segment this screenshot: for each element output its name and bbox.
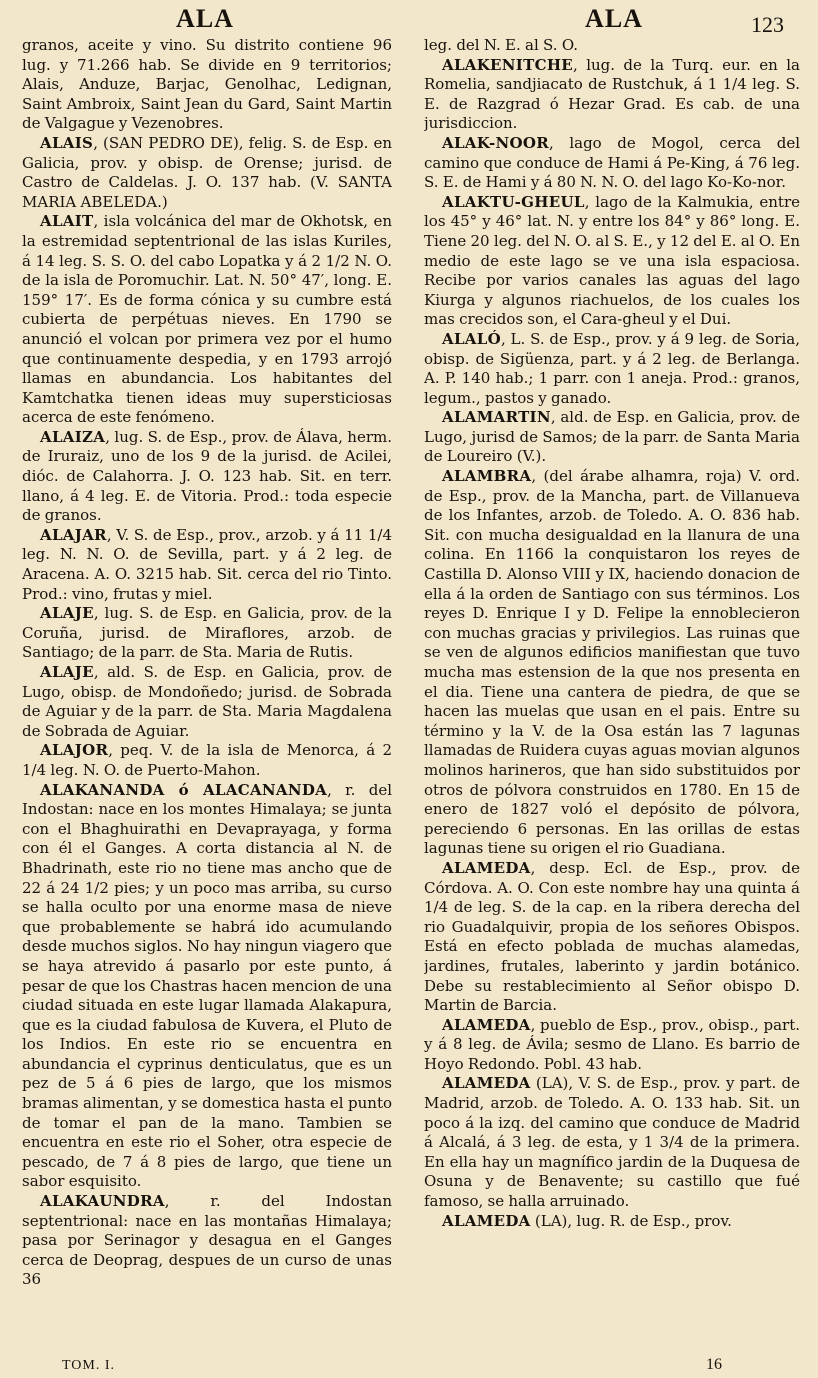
dictionary-entry — [424, 193, 800, 330]
entry-headword: ALAMEDA — [442, 858, 531, 877]
entry-text: , lug. S. de Esp. en Galicia, prov. de la Coruña, jurisd. de Miraflores, arzob. de Santiago; de la parr. de Sta. Maria de Rutis. — [22, 604, 392, 662]
entry-headword: ALAKAUNDRA — [40, 1192, 165, 1211]
entry-text: , lug. S. de Esp., prov. de Álava, herm. de Iruraiz, uno de los 9 de la jurisd. de Acilei, dióc. de Calahorra. J. O. 123 hab. Sit. en terr. llano, á 4 leg. E. de Vitoria. Prod.: toda especie de granos. — [22, 427, 392, 525]
dictionary-entry — [22, 663, 392, 741]
dictionary-entry — [424, 859, 800, 1016]
entry-text: , peq. V. de la isla de Menorca, á 2 1/4 leg. N. O. de Puerto-Mahon. — [22, 741, 392, 779]
entry-headword: ALAJAR — [40, 525, 107, 544]
entry-text: , ald. S. de Esp. en Galicia, prov. de Lugo, obisp. de Mondoñedo; jurisd. de Sobrada de Aguiar y de la parr. de Sta. Maria Magdalena de Sobrada de Aguiar. — [22, 663, 392, 740]
entry-text: (LA), lug. R. de Esp., prov. — [530, 1211, 732, 1230]
dictionary-entry — [22, 741, 392, 780]
gathering-signature: 16 — [706, 1356, 722, 1373]
entry-text: , lug. de la Turq. eur. en la Romelia, sandjiacato de Rustchuk, á 1 1/4 leg. S. E. de Razgrad ó Hezar Grad. Es cab. de una jurisdiccion. — [424, 55, 800, 133]
running-head-left: ALA — [176, 4, 234, 33]
entry-text: , isla volcánica del mar de Okhotsk, en la estremidad septentrional de las islas Kuriles, á 14 leg. S. S. O. del cabo Lopatka y á 2 1/2 N. O. de la isla de Poromuchir. Lat. N. 50° 47′, long. E. 159° 17′. Es de forma cónica y su cumbre está cubierta de perpétuas nieves. En 1790 se anunció el volcan por primera vez por el humo que continuamente despedia, y en 1793 arrojó llamas en abundancia. Los habitantes del Kamtchatka tienen ideas muy supersticiosas acerca de este fenómeno. — [22, 212, 392, 427]
entry-text: , ald. de Esp. en Galicia, prov. de Lugo, jurisd de Samos; de la parr. de Santa Maria de Loureiro (V.). — [424, 408, 800, 466]
entry-text: , r. del Indostan: nace en los montes Himalaya; se junta con el Bhaghuirathi en Devaprayaga, y forma con él el Ganges. A corta distancia al N. de Bhadrinath, este rio no tiene mas ancho que de 22 á 24 1/2 pies; y un poco mas arriba, su curso se halla oculto por una enorme masa de nieve que probablemente se habrá ido acumulando desde muchos siglos. No hay ningun viagero que se haya atrevido á pasarlo por este punto, á pesar de que los Chastras hacen mencion de una ciudad situada en este lugar llamada Alakapura, que es la ciudad fabulosa de Kuvera, el Pluto de los Indios. En este rio se encuentra en abundancia el cyprinus denticulatus, que es un pez de 5 á 6 pies de largo, que los mismos bramas alimentan, y se domestica hasta el punto de tomar el pan de la mano. Tambien se encuentra en este rio el Soher, otra especie de pescado, de 7 á 8 pies de largo, que tiene un sabor esquisito. — [22, 780, 392, 1191]
dictionary-entry — [424, 134, 800, 193]
dictionary-entry — [22, 212, 392, 428]
page-number: 123 — [751, 12, 784, 37]
entry-headword: ALAMEDA — [442, 1015, 531, 1034]
dictionary-entry — [22, 781, 392, 1192]
volume-signature: TOM. I. — [62, 1358, 116, 1373]
entry-headword: ALAJOR — [40, 741, 109, 760]
right-column — [424, 36, 800, 1356]
dictionary-entry — [424, 36, 800, 56]
entry-headword: ALAIS — [40, 133, 94, 152]
entry-headword: ALAMEDA — [442, 1211, 531, 1230]
dictionary-entry — [424, 408, 800, 467]
entry-text: (LA), V. S. de Esp., prov. y part. de Madrid, arzob. de Toledo. A. O. 133 hab. Sit. un poco á la izq. del camino que conduce de Madrid á Alcalá, á 3 leg. de esta, y 1 3/4 de la primera. En ella hay un magnífico jardin de la Duquesa de Osuna y de Benavente; su castillo que fué famoso, se halla arruinado. — [424, 1074, 800, 1211]
dictionary-entry — [424, 56, 800, 134]
entry-headword: ALAMBRA — [442, 467, 532, 486]
dictionary-entry — [424, 467, 800, 859]
dictionary-entry — [22, 428, 392, 526]
entry-text: , L. S. de Esp., prov. y á 9 leg. de Soria, obisp. de Sigüenza, part. y á 2 leg. de Berlanga. A. P. 140 hab.; 1 parr. con 1 aneja. Prod.: granos, legum., pastos y ganado. — [424, 329, 800, 407]
dictionary-entry — [424, 1212, 800, 1232]
entry-headword: ALAKANANDA ó ALACANANDA — [40, 780, 328, 799]
entry-headword: ALALÓ — [442, 329, 501, 348]
entry-headword: ALAK-NOOR — [442, 133, 550, 152]
entry-text: , (SAN PEDRO DE), felig. S. de Esp. en Galicia, prov. y obisp. de Orense; jurisd. de Castro de Caldelas. J. O. 137 hab. (V. SANTA MARIA ABELEDA.) — [22, 133, 392, 211]
dictionary-entry — [424, 330, 800, 408]
entry-headword: ALAJE — [40, 663, 94, 681]
dictionary-entry — [424, 1074, 800, 1211]
entry-headword: ALAJE — [40, 604, 94, 623]
entry-text: , V. S. de Esp., prov., arzob. y á 11 1/4 leg. N. N. O. de Sevilla, part. y á 2 leg. de Aracena. A. O. 3215 hab. Sit. cerca del rio Tinto. Prod.: vino, frutas y miel. — [22, 525, 392, 603]
left-column — [22, 36, 392, 1356]
entry-text: , lago de la Kalmukia, entre los 45° y 46° lat. N. y entre los 84° y 86° long. E. Tiene 20 leg. del N. O. al S. E., y 12 del E. al O. En medio de este lago se ve una isla espaciosa. Recibe por varios canales las aguas del lago Kiurga y algunos riachuelos, de los cuales los mas crecidos son, el Cara-gheul y el Dui. — [424, 192, 800, 329]
dictionary-entry — [424, 1016, 800, 1075]
entry-headword: ALAMARTIN — [442, 408, 551, 427]
entry-text: , pueblo de Esp., prov., obisp., part. y á 8 leg. de Ávila; sesmo de Llano. Es barrio de Hoyo Redondo. Pobl. 43 hab. — [424, 1015, 800, 1073]
entry-headword: ALAKTU-GHEUL — [442, 192, 585, 211]
running-head-right: ALA — [585, 4, 643, 33]
entry-text: , lago de Mogol, cerca del camino que conduce de Hami á Pe-King, á 76 leg. S. E. de Hami y á 80 N. N. O. del lago Ko-Ko-nor. — [424, 133, 800, 192]
entry-headword: ALAKENITCHE — [442, 55, 574, 74]
dictionary-entry — [22, 1192, 392, 1290]
entry-headword: ALAIZA — [40, 427, 106, 446]
entry-text: granos, aceite y vino. Su distrito contiene 96 lug. y 71.266 hab. Se divide en 9 territorios; Alais, Anduze, Barjac, Genolhac, Ledignan, Saint Ambroix, Saint Jean du Gard, Saint Martin de Valgague y Vezenobres. — [22, 36, 392, 133]
entry-headword: ALAIT — [40, 212, 94, 231]
dictionary-entry — [22, 36, 392, 134]
entry-text: leg. del N. E. al S. O. — [424, 36, 579, 54]
entry-text: , r. del Indostan septentrional: nace en las montañas Himalaya; pasa por Serinagor y desagua en el Ganges cerca de Deoprag, despues de un curso de unas 36 — [22, 1192, 392, 1289]
entry-text: , desp. Ecl. de Esp., prov. de Córdova. A. O. Con este nombre hay una quinta á 1/4 de leg. S. de la cap. en la ribera derecha del rio Guadalquivir, propia de los señores Obispos. Está en efecto poblada de muchas alamedas, jardines, frutales, laberinto y jardin botánico. Debe su restablecimiento al Señor obispo D. Martin de Barcia. — [424, 858, 800, 1015]
entry-text: , (del árabe alhamra, roja) V. ord. de Esp., prov. de la Mancha, part. de Villanueva de los Infantes, arzob. de Toledo. A. O. 836 hab. Sit. con mucha desigualdad en la llanura de una colina. En 1166 la conquistaron los reyes de Castilla D. Alonso VIII y IX, haciendo donacion de ella á la orden de Santiago con sus términos. Los reyes D. Enrique I y D. Felipe la ennoblecieron con muchas gracias y privilegios. Las ruinas que se ven de algunos edificios manifiestan que tuvo mucha mas estension de la que nos presenta en el dia. Tiene una cantera de piedra, de que se hacen las muelas que usan en el pais. Entre su término y la V. de la Osa están las 7 lagunas llamadas de Ruidera cuyas aguas movian algunos molinos harineros, que han sido substituidos por otros de pólvora construidos en 1780. En 15 de enero de 1827 voló el depósito de pólvora, pereciendo 6 personas. En las orillas de estas lagunas tiene su origen el rio Guadiana. — [424, 467, 800, 858]
dictionary-entry — [22, 134, 392, 212]
dictionary-entry — [22, 526, 392, 604]
entry-headword: ALAMEDA — [442, 1074, 531, 1093]
dictionary-entry — [22, 604, 392, 663]
